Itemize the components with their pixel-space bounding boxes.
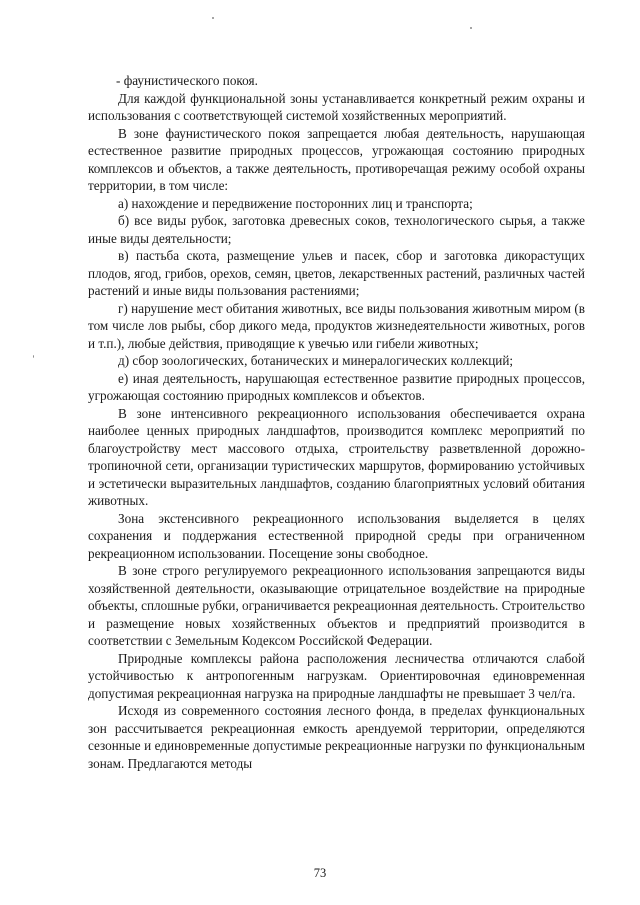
list-item-g: г) нарушение мест обитания животных, все виды пользования животным миром (в том числе лов рыбы, сбор дикого меда, продуктов жизнедеятельности животных, рогов и т.п.), любые действия, приводящие к увечью или гибели животных; [88, 300, 585, 351]
page-number: 73 [313, 866, 327, 880]
scan-speck [33, 355, 34, 358]
list-item-b: б) все виды рубок, заготовка древесных соков, технологического сырья, а также иные виды деятельности; [88, 213, 585, 246]
scan-speck [470, 27, 472, 29]
paragraph-zone-regime: Для каждой функциональной зоны устанавливается конкретный режим охраны и использования с соответствующей системой хозяйственных мероприятий. [88, 90, 585, 123]
paragraph-fauna-zone-prohibitions: В зоне фаунистического покоя запрещается любая деятельность, нарушающая естественное развитие природных процессов, угрожающая состоянию природных комплексов и объектов, а также деятельность, противоречащая режиму особой охраны территории, в том числе: [88, 125, 585, 193]
list-item-e: е) иная деятельность, нарушающая естественное развитие природных процессов, угрожающая состоянию природных комплексов и объектов. [88, 370, 585, 403]
paragraph-fauna-rest-item: - фаунистического покоя. [116, 73, 258, 88]
list-item-a: а) нахождение и передвижение посторонних лиц и транспорта; [118, 195, 473, 211]
paragraph-regulated-zone: В зоне строго регулируемого рекреационного использования запрещаются виды хозяйственной деятельности, оказывающие отрицательное воздействие на природные объекты, сплошные рубки, ограничивается рекреационная деятельность. Строительство и размещение новых хозяйственных объектов и предприятий производится в соответствии с Земельным Кодексом Российской Федерации. [88, 563, 585, 648]
scan-speck [212, 17, 214, 19]
paragraph-load-capacity: Природные комплексы района расположения лесничества отличаются слабой устойчивостью к антропогенным нагрузкам. Ориентировочная единовременная допустимая рекреационная нагрузка на природные ландшафты не превышает 3 чел/га. [88, 650, 585, 701]
list-item-d: д) сбор зоологических, ботанических и минералогических коллекций; [118, 353, 514, 368]
paragraph-extensive-zone: Зона экстенсивного рекреационного использования выделяется в целях сохранения и поддержания естественной природной среды при ограниченном рекреационном использовании. Посещение зоны свободное. [88, 510, 585, 561]
paragraph-recreational-capacity: Исходя из современного состояния лесного фонда, в пределах функциональных зон рассчитывается рекреационная емкость арендуемой территории, определяются сезонные и единовременные допустимые рекреационные нагрузки по функциональным зонам. Предлагаются методы [88, 703, 585, 771]
paragraph-intensive-zone: В зоне интенсивного рекреационного использования обеспечивается охрана наиболее ценных природных ландшафтов, производится комплекс мероприятий по благоустройству мест массового отдыха, строительству разветвленной дорожно-тропиночной сети, организации туристических маршрутов, формированию устойчивых и эстетически выразительных ландшафтов, созданию благоприятных условий обитания животных. [88, 405, 585, 508]
page-body [88, 72, 585, 772]
list-item-v: в) пастьба скота, размещение ульев и пасек, сбор и заготовка дикорастущих плодов, ягод, грибов, орехов, семян, цветов, лекарственных растений, различных частей растений и иные виды пользования растениями; [88, 248, 585, 298]
